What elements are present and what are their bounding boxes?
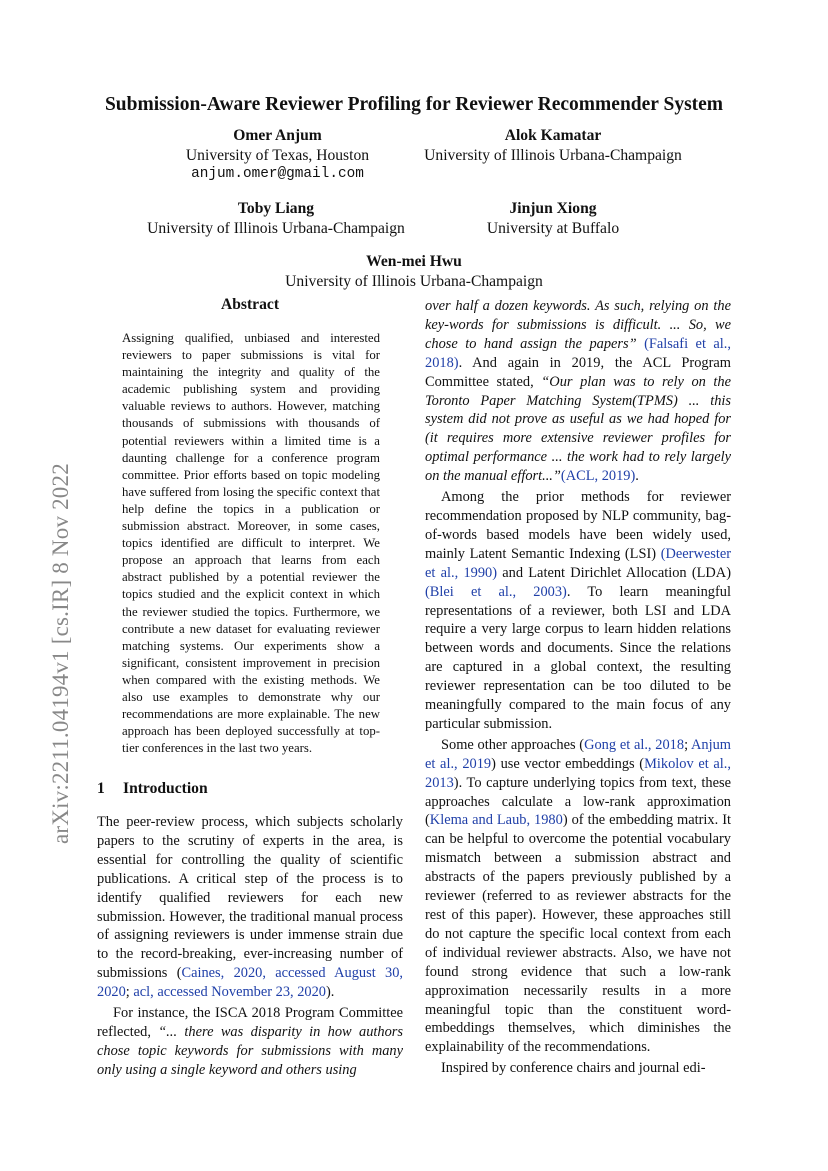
author-name: Jinjun Xiong xyxy=(509,200,597,217)
author-name: Omer Anjum xyxy=(233,127,322,144)
paragraph-text: ). To capture underlying topics from text, these approaches calculate a low-rank approximation ( xyxy=(425,774,731,829)
citation-link[interactable]: Gong et al., 2018 xyxy=(584,736,685,753)
paragraph xyxy=(425,1059,731,1078)
author-block xyxy=(170,126,385,185)
citation-link[interactable]: (Blei et al., 2003) xyxy=(425,583,567,600)
paragraph-text: Among the prior methods for reviewer recommendation proposed by NLP community, bag-of-words based models have been widely used, mainly Latent Semantic Indexing (LSI) xyxy=(425,489,731,562)
arxiv-stamp xyxy=(6,352,73,844)
paragraph-text: and Latent Dirichlet Allocation (LDA) xyxy=(497,564,731,581)
author-name: Alok Kamatar xyxy=(504,127,602,144)
citation-link[interactable]: (ACL, 2019) xyxy=(560,468,636,485)
author-block xyxy=(130,199,422,238)
paragraph xyxy=(425,297,731,486)
quote-text: “... there was disparity in how authors chose topic keywords for submissions with many only using a single keyword and others using xyxy=(97,1023,403,1078)
paragraph-text: . To learn meaningful representations of a reviewer, both LSI and LDA require a very large corpus to learn hidden relations between words and documents. Since the relations are captured in a global context, the resulting reviewer representation can be too diluted to be meaningfully compared to the main focus of any particular submission. xyxy=(425,583,731,732)
paragraph-text: ; xyxy=(125,984,134,1001)
author-name: Wen-mei Hwu xyxy=(366,253,462,270)
paragraph-text: The peer-review process, which subjects scholarly papers to the scrutiny of experts in the area, is essential for controlling the quality of scientific publications. A critical step of the process is to identify qualified reviewers for each new submission. However, the traditional manual process of assigning reviewers is under immense strain due to the record-breaking, ever-increasing number of submissions ( xyxy=(97,814,403,982)
abstract-text: Assigning qualified, unbiased and interested reviewers to paper submissions is vital for maintaining the integrity and quality of the academic publishing system and providing valuable reviews to authors. However, matching thousands of submissions with thousands of potential reviewers within a limited time is a daunting challenge for a conference program committee. Prior efforts based on topic modeling have suffered from losing the specific context that help define the topics in a publication or submission abstract. Moreover, in some cases, topics identified are difficult to interpret. We propose an approach that learns from each abstract published by a potential reviewer the topics studied and the explicit context in which the reviewer studied the topics. Furthermore, we contribute a new dataset for evaluating reviewer matching systems. Our experiments show a significant, consistent improvement in precision when compared with the existing methods. We also use examples to demonstrate why our recommendations are more explainable. The new approach has been deployed successfully at top-tier conferences in the last two years. xyxy=(122,331,380,756)
paper-title: Submission-Aware Reviewer Profiling for Reviewer Recommender System xyxy=(104,94,724,115)
author-affiliation: University of Illinois Urbana-Champaign xyxy=(147,219,405,237)
paragraph-text: ) use vector embeddings ( xyxy=(491,755,645,772)
author-affiliation: University of Illinois Urbana-Champaign xyxy=(285,272,543,290)
paragraph-text: Some other approaches ( xyxy=(441,736,585,753)
paragraph-text: ). xyxy=(326,984,335,1001)
paragraph xyxy=(97,813,403,1002)
citation-link[interactable]: Anjum et al., 2019 xyxy=(425,736,731,772)
abstract-heading: Abstract xyxy=(220,296,280,313)
author-block xyxy=(468,199,638,238)
paragraph xyxy=(97,1004,403,1080)
citation-link[interactable]: acl, accessed November 23, 2020 xyxy=(133,984,326,1001)
abstract-body xyxy=(122,330,380,757)
author-affiliation: University at Buffalo xyxy=(486,219,620,237)
paragraph-text: ) of the embedding matrix. It can be helpful to overcome the potential vocabulary mismatch between a submission abstract and abstracts of the papers previously published by a reviewer (referred to as reviewer abstracts for the rest of this paper). However, these approaches still do not capture the specific local context from each of individual reviewer abstracts. Also, we have not found strong evidence that such a low-rank approximation necessarily results in a more meaningful topic than the constituent word-embeddings themselves, which diminishes the explainability of the recommendations. xyxy=(425,812,731,1056)
citation-link[interactable]: Caines, 2020, accessed August 30, 2020 xyxy=(97,965,403,1001)
citation-link[interactable]: Mikolov et al., 2013 xyxy=(425,755,731,791)
paragraph xyxy=(425,736,731,1057)
paragraph-text: Inspired by conference chairs and journal edi- xyxy=(441,1060,706,1077)
author-email[interactable]: anjum.omer@gmail.com xyxy=(191,166,364,182)
arxiv-stamp-text: arXiv:2211.04194v1 [cs.IR] 8 Nov 2022 xyxy=(48,463,73,844)
paragraph-text: . And again in 2019, the ACL Program Committee stated, xyxy=(425,354,731,390)
citation-link[interactable]: (Falsafi et al., 2018) xyxy=(425,335,731,371)
citation-link[interactable]: (Deerwester et al., 1990) xyxy=(425,545,731,581)
section-number: 1 xyxy=(97,780,105,797)
quote-text: “Our plan was to rely on the Toronto Paper Matching System(TPMS) ... this system did not prove as useful as we had hoped for (it requires more extensive reviewer profiles for optimal performance ... the work had to rely largely on the manual effort...” xyxy=(425,373,731,485)
author-block xyxy=(412,126,694,165)
author-affiliation: University of Illinois Urbana-Champaign xyxy=(424,146,682,164)
paragraph-text: ; xyxy=(684,736,692,753)
paragraph xyxy=(425,488,731,734)
author-block xyxy=(254,252,574,291)
section-heading xyxy=(97,780,208,798)
quote-text: over half a dozen keywords. As such, relying on the key-words for submissions is difficult. ... So, we chose to hand assign the papers” xyxy=(425,298,731,352)
author-name: Toby Liang xyxy=(237,200,315,217)
paragraph-text: For instance, the ISCA 2018 Program Committee reflected, xyxy=(97,1005,403,1040)
author-affiliation: University of Texas, Houston xyxy=(185,146,370,164)
left-column-body xyxy=(97,813,403,1080)
right-column-body xyxy=(425,297,731,1078)
section-title: Introduction xyxy=(123,780,208,797)
citation-link[interactable]: Klema and Laub, 1980 xyxy=(429,812,563,829)
paragraph-text: . xyxy=(635,468,639,485)
